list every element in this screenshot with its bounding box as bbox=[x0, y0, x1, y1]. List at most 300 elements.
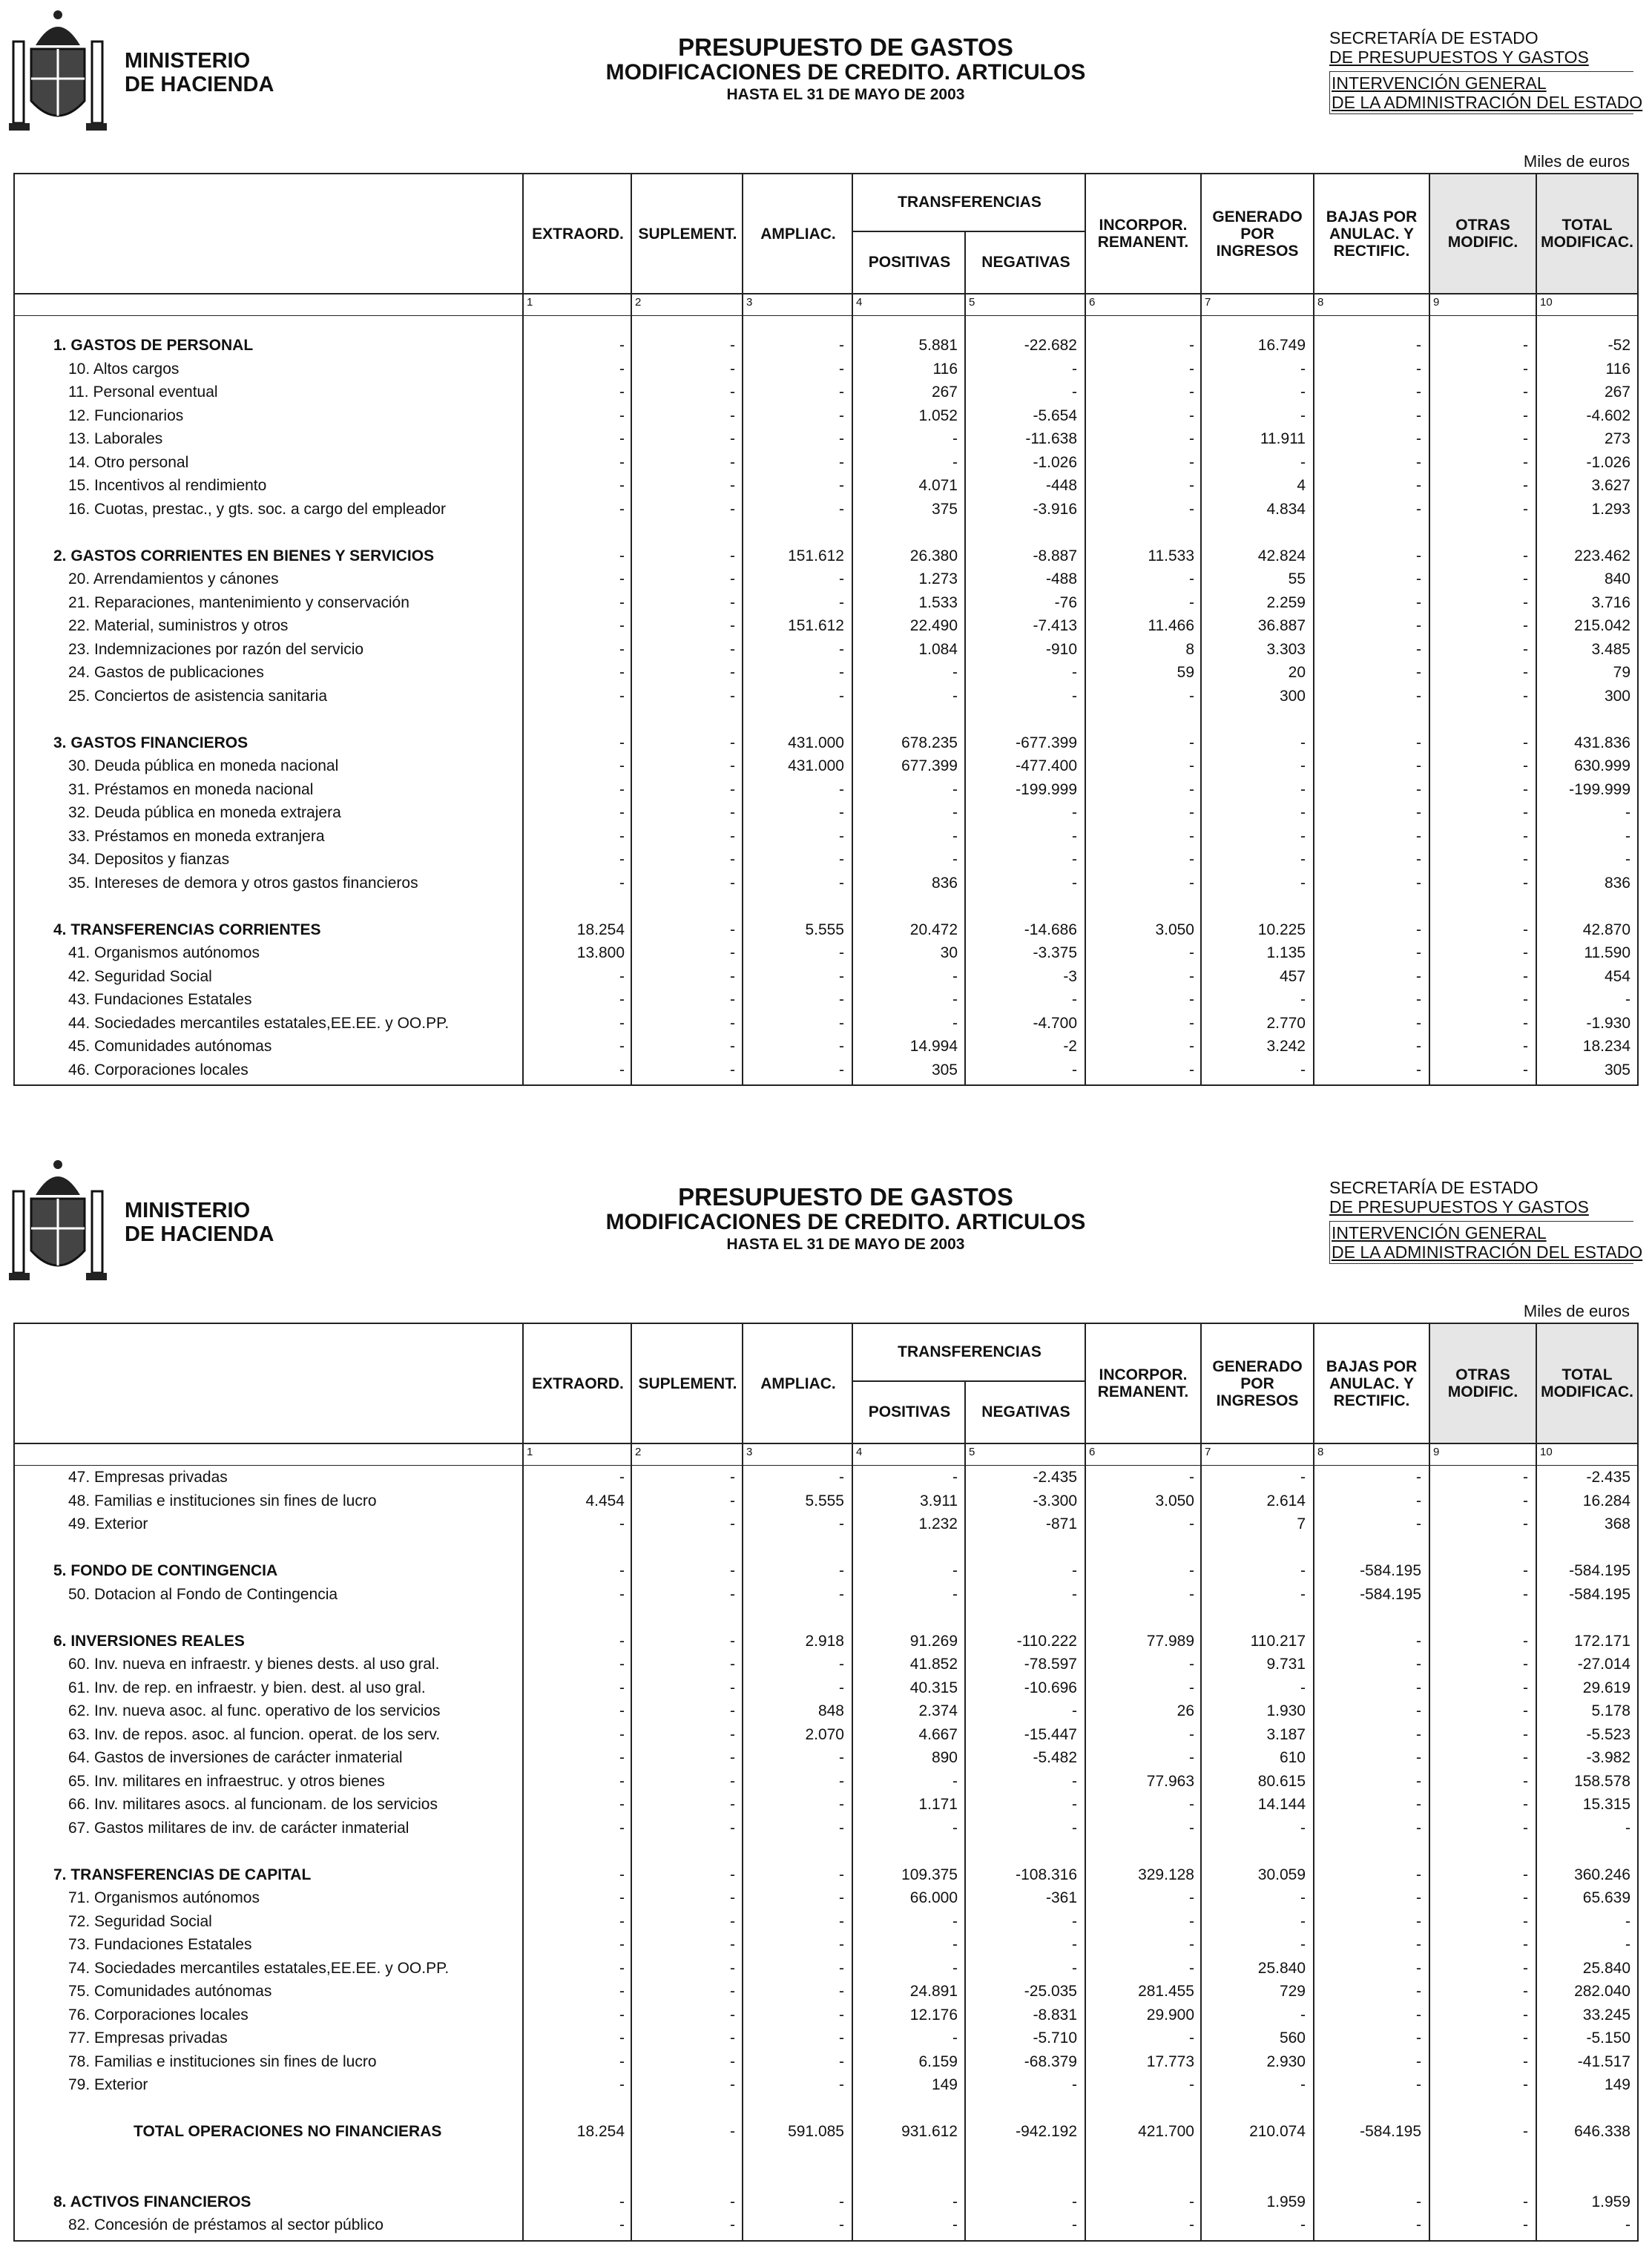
cell-value: 20.472 bbox=[909, 921, 958, 938]
secretaria-block bbox=[1329, 28, 1641, 114]
cell-value: - bbox=[619, 1866, 625, 1883]
cell-value: - bbox=[1189, 757, 1194, 774]
cell-value: 431.000 bbox=[788, 757, 844, 774]
cell-value: - bbox=[1625, 804, 1630, 821]
cell-value: - bbox=[730, 1749, 735, 1766]
cell-value: 305 bbox=[931, 1061, 958, 1079]
row-label: 44. Sociedades mercantiles estatales,EE.EE. y OO.PP. bbox=[68, 1014, 450, 1032]
cell-value: -22.682 bbox=[1024, 337, 1077, 354]
cell-value: 273 bbox=[1604, 430, 1630, 447]
cell-value: - bbox=[619, 851, 625, 868]
cell-value: - bbox=[839, 967, 844, 985]
units-label: Miles de euros bbox=[1523, 1302, 1630, 1320]
col-generado: GENERADO POR INGRESOS bbox=[1200, 1324, 1313, 1443]
cell-value: - bbox=[730, 1772, 735, 1790]
cell-value: - bbox=[619, 1679, 625, 1696]
cell-value: 4.667 bbox=[918, 1725, 958, 1743]
cell-value: 5.178 bbox=[1591, 1702, 1630, 1719]
cell-value: -110.222 bbox=[1016, 1632, 1077, 1650]
cell-value: - bbox=[730, 1038, 735, 1055]
cell-value: 282.040 bbox=[1574, 1983, 1630, 2000]
row-label: 24. Gastos de publicaciones bbox=[68, 664, 264, 681]
cell-value: 66.000 bbox=[909, 1889, 958, 1906]
cell-value: - bbox=[730, 360, 735, 378]
cell-value: - bbox=[1416, 1061, 1421, 1079]
cell-value: 116 bbox=[1605, 360, 1630, 378]
cell-value: - bbox=[1523, 687, 1528, 705]
cell-value: - bbox=[730, 640, 735, 658]
cell-value: 26 bbox=[1177, 1702, 1194, 1719]
cell-value: -5.654 bbox=[1033, 406, 1077, 424]
cell-value: 151.612 bbox=[788, 617, 844, 634]
cell-value: 151.612 bbox=[788, 547, 844, 564]
cell-value: - bbox=[619, 2216, 625, 2233]
cell-value: - bbox=[839, 593, 844, 611]
cell-value: 3.187 bbox=[1266, 1725, 1306, 1743]
cell-value: - bbox=[619, 1702, 625, 1719]
cell-value: 3.627 bbox=[1591, 477, 1630, 494]
cell-value: 360.246 bbox=[1574, 1866, 1630, 1883]
cell-value: - bbox=[730, 453, 735, 471]
row-label: 15. Incentivos al rendimiento bbox=[68, 477, 267, 494]
cell-value: 11.533 bbox=[1148, 547, 1194, 564]
row-label: 71. Organismos autónomos bbox=[68, 1889, 260, 1906]
cell-value: - bbox=[1072, 804, 1077, 821]
cell-value: 25.840 bbox=[1582, 1959, 1630, 1977]
column-numbers bbox=[15, 294, 1637, 316]
cell-value: 215.042 bbox=[1574, 617, 1630, 634]
cell-value: - bbox=[1300, 804, 1306, 821]
cell-value: - bbox=[839, 1469, 844, 1486]
cell-value: - bbox=[1189, 1562, 1194, 1579]
cell-value: - bbox=[839, 2216, 844, 2233]
cell-value: - bbox=[1300, 360, 1306, 378]
cell-value: -5.482 bbox=[1033, 1749, 1077, 1766]
cell-value: 40.315 bbox=[909, 1679, 958, 1696]
cell-value: - bbox=[839, 337, 844, 354]
secretaria-line-2: DE PRESUPUESTOS Y GASTOS bbox=[1329, 47, 1589, 67]
cell-value: - bbox=[730, 1866, 735, 1883]
cell-value: - bbox=[952, 991, 958, 1008]
column-divider bbox=[631, 1444, 632, 1465]
ministry-line-1: MINISTERIO bbox=[125, 1199, 251, 1222]
cell-value: - bbox=[839, 2006, 844, 2024]
cell-value: 678.235 bbox=[901, 734, 958, 751]
secretaria-line-2: DE PRESUPUESTOS Y GASTOS bbox=[1329, 1197, 1589, 1216]
cell-value: - bbox=[1523, 406, 1528, 424]
cell-value: - bbox=[619, 2052, 625, 2070]
cell-value: - bbox=[1189, 827, 1194, 845]
column-divider bbox=[1429, 294, 1430, 315]
row-label: 75. Comunidades autónomas bbox=[68, 1983, 272, 2000]
cell-value: - bbox=[730, 1632, 735, 1650]
cell-value: - bbox=[839, 500, 844, 518]
cell-value: - bbox=[1189, 1749, 1194, 1766]
cell-value: 91.269 bbox=[909, 1632, 958, 1650]
cell-value: - bbox=[839, 1819, 844, 1837]
intervencion-box bbox=[1329, 71, 1643, 114]
cell-value: - bbox=[619, 664, 625, 681]
cell-value: 14.144 bbox=[1257, 1796, 1306, 1813]
cell-value: - bbox=[1072, 2216, 1077, 2233]
cell-value: -1.026 bbox=[1586, 453, 1630, 471]
cell-value: - bbox=[1416, 664, 1421, 681]
cell-value: - bbox=[730, 2076, 735, 2093]
cell-value: - bbox=[730, 1585, 735, 1603]
cell-value: - bbox=[619, 1014, 625, 1032]
cell-value: - bbox=[1416, 2076, 1421, 2093]
cell-value: 630.999 bbox=[1574, 757, 1630, 774]
title-line-2: MODIFICACIONES DE CREDITO. ARTICULOS bbox=[605, 1210, 1086, 1234]
cell-value: - bbox=[1416, 2216, 1421, 2233]
cell-value: - bbox=[730, 1796, 735, 1813]
row-label: 10. Altos cargos bbox=[68, 360, 180, 378]
cell-value: - bbox=[1625, 991, 1630, 1008]
secretaria-line-1: SECRETARÍA DE ESTADO bbox=[1329, 1178, 1539, 1197]
cell-value: -477.400 bbox=[1016, 757, 1077, 774]
cell-value: - bbox=[730, 991, 735, 1008]
title-line-1: PRESUPUESTO DE GASTOS bbox=[678, 1183, 1013, 1211]
cell-value: - bbox=[839, 664, 844, 681]
cell-value: -5.710 bbox=[1033, 2029, 1077, 2047]
cell-value: - bbox=[730, 967, 735, 985]
group-row bbox=[15, 2190, 1637, 2214]
column-divider bbox=[1085, 294, 1086, 315]
cell-value: 11.590 bbox=[1584, 944, 1630, 961]
column-number: 8 bbox=[1317, 296, 1324, 309]
cell-value: - bbox=[730, 921, 735, 938]
total-row bbox=[15, 2120, 1637, 2144]
col-positivas: POSITIVAS bbox=[852, 232, 966, 293]
intervencion-box bbox=[1329, 1221, 1643, 1264]
cell-value: 267 bbox=[1604, 383, 1630, 401]
cell-value: - bbox=[1072, 1959, 1077, 1977]
cell-value: -7.413 bbox=[1033, 617, 1077, 634]
column-number: 5 bbox=[969, 296, 975, 309]
cell-value: - bbox=[1523, 1912, 1528, 1930]
cell-value: 25.840 bbox=[1257, 1959, 1306, 1977]
row-label: 31. Préstamos en moneda nacional bbox=[68, 780, 314, 798]
table-row bbox=[15, 1583, 1637, 1607]
cell-value: - bbox=[1416, 944, 1421, 961]
cell-value: - bbox=[619, 1585, 625, 1603]
coat-of-arms-icon bbox=[6, 1154, 110, 1285]
table-row bbox=[15, 1793, 1637, 1817]
cell-value: - bbox=[1523, 477, 1528, 494]
cell-value: - bbox=[619, 1912, 625, 1930]
cell-value: - bbox=[730, 2216, 735, 2233]
cell-value: - bbox=[1416, 757, 1421, 774]
cell-value: 16.284 bbox=[1582, 1492, 1630, 1509]
cell-value: 281.455 bbox=[1138, 1983, 1194, 2000]
cell-value: 77.963 bbox=[1146, 1772, 1194, 1790]
cell-value: - bbox=[1523, 1492, 1528, 1509]
cell-value: -10.696 bbox=[1024, 1679, 1077, 1696]
cell-value: - bbox=[952, 453, 958, 471]
cell-value: 210.074 bbox=[1249, 2123, 1306, 2140]
cell-value: - bbox=[1625, 827, 1630, 845]
cell-value: - bbox=[1416, 640, 1421, 658]
row-label: 5. FONDO DE CONTINGENCIA bbox=[53, 1562, 278, 1579]
cell-value: - bbox=[1523, 1772, 1528, 1790]
row-label: 60. Inv. nueva en infraestr. y bienes dests. al uso gral. bbox=[68, 1656, 440, 1673]
row-label: 42. Seguridad Social bbox=[68, 967, 212, 985]
table-row bbox=[15, 451, 1637, 475]
table-row bbox=[15, 1723, 1637, 1747]
col-positivas: POSITIVAS bbox=[852, 1382, 966, 1443]
row-label: 13. Laborales bbox=[68, 430, 163, 447]
cell-value: 1.232 bbox=[918, 1515, 958, 1532]
cell-value: 560 bbox=[1279, 2029, 1306, 2047]
cell-value: - bbox=[619, 757, 625, 774]
cell-value: - bbox=[1523, 780, 1528, 798]
row-label: 8. ACTIVOS FINANCIEROS bbox=[53, 2193, 251, 2210]
cell-value: 329.128 bbox=[1138, 1866, 1194, 1883]
column-number: 1 bbox=[527, 296, 533, 309]
col-transferencias: TRANSFERENCIAS bbox=[852, 1324, 1086, 1382]
row-label: 33. Préstamos en moneda extranjera bbox=[68, 827, 325, 845]
cell-value: - bbox=[952, 967, 958, 985]
table-row bbox=[15, 591, 1637, 615]
row-label: 34. Depositos y fianzas bbox=[68, 851, 230, 868]
table-row bbox=[15, 685, 1637, 708]
cell-value: - bbox=[1523, 1702, 1528, 1719]
cell-value: - bbox=[1072, 664, 1077, 681]
cell-value: 11.466 bbox=[1148, 617, 1194, 634]
col-total: TOTAL MODIFICAC. bbox=[1536, 1324, 1637, 1443]
cell-value: - bbox=[730, 547, 735, 564]
cell-value: - bbox=[952, 1936, 958, 1953]
group-row bbox=[15, 1559, 1637, 1583]
table-row bbox=[15, 498, 1637, 521]
spacer-row bbox=[15, 2144, 1637, 2167]
cell-value: 14.994 bbox=[909, 1038, 958, 1055]
cell-value: 3.050 bbox=[1155, 921, 1194, 938]
cell-value: - bbox=[1300, 757, 1306, 774]
cell-value: 5.555 bbox=[805, 921, 844, 938]
cell-value: -584.195 bbox=[1360, 1585, 1421, 1603]
cell-value: - bbox=[619, 1819, 625, 1837]
row-label: 65. Inv. militares en infraestruc. y otros bienes bbox=[68, 1772, 385, 1790]
cell-value: - bbox=[839, 1889, 844, 1906]
cell-value: - bbox=[1523, 2123, 1528, 2140]
cell-value: - bbox=[1189, 1038, 1194, 1055]
cell-value: - bbox=[1523, 851, 1528, 868]
cell-value: - bbox=[1189, 360, 1194, 378]
cell-value: - bbox=[1523, 2029, 1528, 2047]
column-divider bbox=[1200, 294, 1202, 315]
column-divider bbox=[1429, 1444, 1430, 1465]
cell-value: - bbox=[1416, 360, 1421, 378]
cell-value: - bbox=[619, 1936, 625, 1953]
cell-value: 16.749 bbox=[1257, 337, 1306, 354]
cell-value: - bbox=[1523, 874, 1528, 892]
cell-value: - bbox=[1072, 383, 1077, 401]
cell-value: - bbox=[1416, 1492, 1421, 1509]
cell-value: - bbox=[1300, 1469, 1306, 1486]
spacer-row bbox=[15, 708, 1637, 731]
cell-value: 20 bbox=[1288, 664, 1306, 681]
cell-value: -2.435 bbox=[1586, 1469, 1630, 1486]
cell-value: 368 bbox=[1604, 1515, 1630, 1532]
cell-value: 300 bbox=[1604, 687, 1630, 705]
cell-value: 13.800 bbox=[576, 944, 625, 961]
spacer-row bbox=[15, 895, 1637, 918]
cell-value: - bbox=[952, 827, 958, 845]
cell-value: - bbox=[1523, 1679, 1528, 1696]
cell-value: - bbox=[839, 1679, 844, 1696]
cell-value: - bbox=[619, 383, 625, 401]
cell-value: 223.462 bbox=[1574, 547, 1630, 564]
budget-table bbox=[13, 1323, 1639, 2242]
cell-value: - bbox=[730, 1656, 735, 1673]
cell-value: 1.084 bbox=[918, 640, 958, 658]
column-number: 9 bbox=[1433, 296, 1440, 309]
table-row bbox=[15, 1746, 1637, 1770]
col-suplement: SUPLEMENT. bbox=[631, 174, 743, 293]
cell-value: - bbox=[1416, 967, 1421, 985]
table-row bbox=[15, 358, 1637, 381]
cell-value: - bbox=[1189, 337, 1194, 354]
cell-value: 1.293 bbox=[1591, 500, 1630, 518]
cell-value: - bbox=[1189, 967, 1194, 985]
cell-value: - bbox=[1072, 1796, 1077, 1813]
cell-value: 5.881 bbox=[918, 337, 958, 354]
cell-value: - bbox=[730, 1679, 735, 1696]
row-label: 46. Corporaciones locales bbox=[68, 1061, 249, 1079]
cell-value: 3.911 bbox=[920, 1492, 958, 1509]
cell-value: - bbox=[730, 383, 735, 401]
cell-value: - bbox=[1072, 1772, 1077, 1790]
cell-value: 29.900 bbox=[1146, 2006, 1194, 2024]
table-row bbox=[15, 381, 1637, 404]
row-label: 1. GASTOS DE PERSONAL bbox=[53, 337, 254, 354]
cell-value: -2.435 bbox=[1033, 1469, 1077, 1486]
spacer-row bbox=[15, 1840, 1637, 1863]
column-divider bbox=[852, 1444, 853, 1465]
ministry-name bbox=[125, 49, 274, 96]
table-row bbox=[15, 1770, 1637, 1794]
cell-value: - bbox=[1072, 1819, 1077, 1837]
cell-value: - bbox=[619, 593, 625, 611]
table-row bbox=[15, 801, 1637, 825]
cell-value: -871 bbox=[1045, 1515, 1077, 1532]
cell-value: - bbox=[1523, 570, 1528, 587]
cell-value: - bbox=[1300, 2006, 1306, 2024]
row-label: 4. TRANSFERENCIAS CORRIENTES bbox=[53, 921, 321, 938]
group-row bbox=[15, 1863, 1637, 1887]
column-number: 10 bbox=[1540, 1446, 1553, 1458]
cell-value: 29.619 bbox=[1582, 1679, 1630, 1696]
cell-value: - bbox=[1416, 874, 1421, 892]
cell-value: -361 bbox=[1045, 1889, 1077, 1906]
cell-value: - bbox=[730, 1725, 735, 1743]
column-divider bbox=[964, 1444, 966, 1465]
cell-value: - bbox=[1416, 593, 1421, 611]
cell-value: - bbox=[730, 944, 735, 961]
cell-value: - bbox=[1416, 2029, 1421, 2047]
cell-value: 836 bbox=[931, 874, 958, 892]
cell-value: 1.959 bbox=[1266, 2193, 1306, 2210]
cell-value: - bbox=[1625, 1819, 1630, 1837]
row-label: 16. Cuotas, prestac., y gts. soc. a cargo del empleador bbox=[68, 500, 446, 518]
row-label: 41. Organismos autónomos bbox=[68, 944, 260, 961]
cell-value: - bbox=[1300, 2216, 1306, 2233]
cell-value: - bbox=[730, 593, 735, 611]
row-label: 12. Funcionarios bbox=[68, 406, 184, 424]
table-row bbox=[15, 1012, 1637, 1036]
cell-value: - bbox=[1416, 2006, 1421, 2024]
cell-value: 840 bbox=[1604, 570, 1630, 587]
cell-value: 65.639 bbox=[1582, 1889, 1630, 1906]
row-label: 67. Gastos militares de inv. de carácter inmaterial bbox=[68, 1819, 409, 1837]
cell-value: - bbox=[1416, 780, 1421, 798]
cell-value: - bbox=[1416, 1749, 1421, 1766]
cell-value: - bbox=[1416, 1889, 1421, 1906]
cell-value: 267 bbox=[931, 383, 958, 401]
col-extraord: EXTRAORD. bbox=[522, 1324, 632, 1443]
cell-value: - bbox=[1523, 547, 1528, 564]
cell-value: - bbox=[619, 640, 625, 658]
cell-value: - bbox=[619, 804, 625, 821]
cell-value: 2.070 bbox=[805, 1725, 844, 1743]
cell-value: - bbox=[952, 430, 958, 447]
row-label: 61. Inv. de rep. en infraestr. y bien. dest. al uso gral. bbox=[68, 1679, 426, 1696]
cell-value: 4.454 bbox=[585, 1492, 625, 1509]
column-divider bbox=[1313, 1444, 1314, 1465]
group-row bbox=[15, 918, 1637, 942]
table-row bbox=[15, 1699, 1637, 1723]
table-row bbox=[15, 825, 1637, 849]
cell-value: - bbox=[730, 617, 735, 634]
cell-value: - bbox=[1416, 1936, 1421, 1953]
cell-value: - bbox=[730, 406, 735, 424]
col-extraord: EXTRAORD. bbox=[522, 174, 632, 293]
cell-value: - bbox=[839, 827, 844, 845]
cell-value: - bbox=[619, 406, 625, 424]
cell-value: - bbox=[839, 383, 844, 401]
cell-value: -11.638 bbox=[1025, 430, 1077, 447]
cell-value: - bbox=[1523, 1656, 1528, 1673]
column-number: 9 bbox=[1433, 1446, 1440, 1458]
row-label: 73. Fundaciones Estatales bbox=[68, 1936, 252, 1953]
coat-of-arms-icon bbox=[6, 4, 110, 135]
cell-value: - bbox=[1072, 1585, 1077, 1603]
ministry-line-2: DE HACIENDA bbox=[125, 1222, 274, 1246]
table-row bbox=[15, 754, 1637, 778]
cell-value: 1.930 bbox=[1266, 1702, 1306, 1719]
table-row bbox=[15, 872, 1637, 895]
cell-value: - bbox=[839, 1038, 844, 1055]
row-label: 21. Reparaciones, mantenimiento y conservación bbox=[68, 593, 409, 611]
cell-value: -27.014 bbox=[1577, 1656, 1630, 1673]
cell-value: - bbox=[952, 1959, 958, 1977]
cell-value: - bbox=[1523, 360, 1528, 378]
table-row bbox=[15, 1886, 1637, 1910]
row-label: 30. Deuda pública en moneda nacional bbox=[68, 757, 339, 774]
cell-value: - bbox=[1416, 1679, 1421, 1696]
cell-value: - bbox=[952, 780, 958, 798]
cell-value: - bbox=[839, 1585, 844, 1603]
cell-value: - bbox=[1523, 1632, 1528, 1650]
col-ampliac: AMPLIAC. bbox=[742, 1324, 853, 1443]
col-bajas: BAJAS POR ANULAC. Y RECTIFIC. bbox=[1313, 1324, 1429, 1443]
row-label: 3. GASTOS FINANCIEROS bbox=[53, 734, 249, 751]
cell-value: -448 bbox=[1045, 477, 1077, 494]
column-number: 2 bbox=[635, 1446, 642, 1458]
cell-value: - bbox=[1416, 570, 1421, 587]
cell-value: - bbox=[730, 570, 735, 587]
